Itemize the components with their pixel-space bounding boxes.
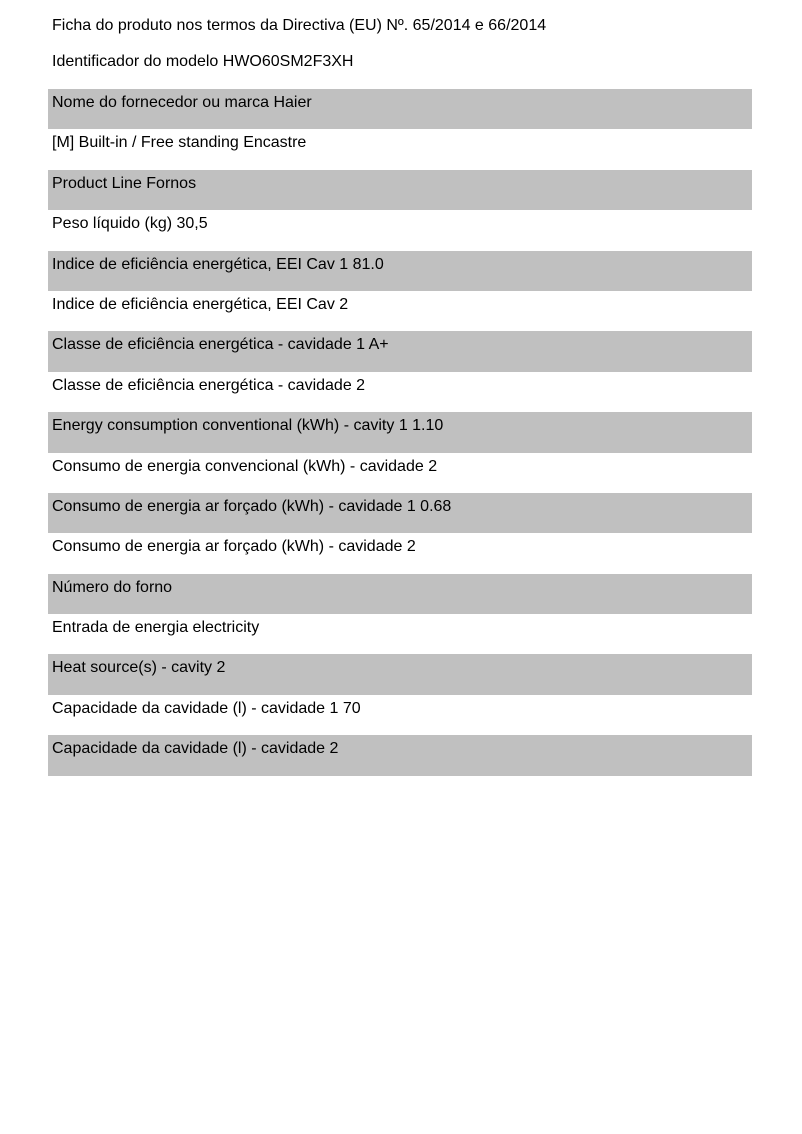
model-identifier: Identificador do modelo HWO60SM2F3XH (52, 53, 354, 70)
spec-row-forced-air-consumption-cavity-2: Consumo de energia ar forçado (kWh) - cavidade 2 (48, 533, 752, 573)
spec-row-capacity-cavity-1: Capacidade da cavidade (l) - cavidade 1 70 (48, 695, 752, 735)
spec-row-heat-source-cavity-2: Heat source(s) - cavity 2 (48, 654, 752, 694)
spec-row-conventional-consumption-cavity-2: Consumo de energia convencional (kWh) - cavidade 2 (48, 453, 752, 493)
spec-row-product-line: Product Line Fornos (48, 170, 752, 210)
spec-row-capacity-cavity-2: Capacidade da cavidade (l) - cavidade 2 (48, 735, 752, 775)
spec-row-energy-class-cavity-2: Classe de eficiência energética - cavidade 2 (48, 372, 752, 412)
spec-row-oven-number: Número do forno (48, 574, 752, 614)
spec-row-eei-cavity-1: Indice de eficiência energética, EEI Cav 1 81.0 (48, 251, 752, 291)
spec-row-installation: [M] Built-in / Free standing Encastre (48, 129, 752, 169)
spec-row-forced-air-consumption-cavity-1: Consumo de energia ar forçado (kWh) - cavidade 1 0.68 (48, 493, 752, 533)
spec-row-energy-input: Entrada de energia electricity (48, 614, 752, 654)
spec-table (48, 89, 752, 776)
document-title: Ficha do produto nos termos da Directiva (EU) Nº. 65/2014 e 66/2014 (52, 17, 547, 34)
spec-row-energy-class-cavity-1: Classe de eficiência energética - cavidade 1 A+ (48, 331, 752, 371)
spec-row-eei-cavity-2: Indice de eficiência energética, EEI Cav 2 (48, 291, 752, 331)
spec-row-supplier: Nome do fornecedor ou marca Haier (48, 89, 752, 129)
spec-row-conventional-consumption-cavity-1: Energy consumption conventional (kWh) - cavity 1 1.10 (48, 412, 752, 452)
spec-row-net-weight: Peso líquido (kg) 30,5 (48, 210, 752, 250)
